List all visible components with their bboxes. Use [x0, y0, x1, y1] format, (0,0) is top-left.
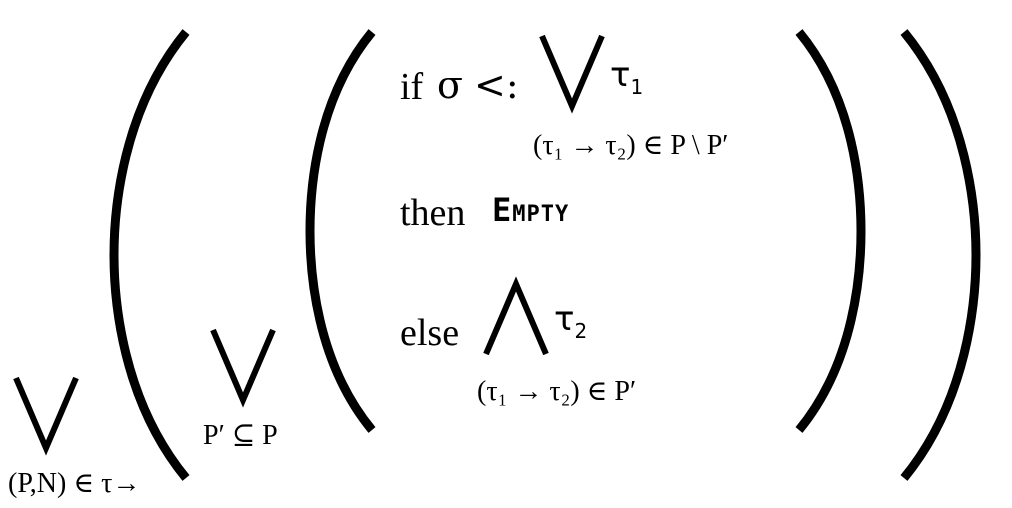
right-paren-icon — [902, 30, 978, 480]
tau2-subscript: 2 — [574, 319, 588, 343]
tau2-letter: τ — [554, 299, 575, 339]
then-keyword: then — [400, 192, 466, 234]
tau2-symbol — [554, 299, 588, 343]
big-or-icon — [540, 34, 604, 110]
big-or-icon — [14, 376, 78, 452]
tau1-letter: τ — [610, 55, 631, 95]
big-or-icon — [211, 328, 275, 404]
right-paren-icon — [797, 30, 863, 432]
else-keyword: else — [400, 312, 460, 354]
tau1-subscript: 1 — [630, 75, 644, 99]
outer-or-index: (P,N) ∈ τ→ — [8, 468, 141, 499]
else-and-index: (τ₁ → τ₂) ∈ P′ — [477, 376, 637, 407]
left-paren-icon — [308, 30, 374, 432]
if-or-index: (τ₁ → τ₂) ∈ P \ P′ — [533, 130, 729, 161]
subtype-operator: <: — [474, 63, 519, 107]
tau1-symbol — [610, 55, 644, 99]
big-and-icon — [484, 282, 548, 356]
middle-or-index: P′ ⊆ P — [203, 420, 278, 451]
sigma-symbol: σ — [437, 63, 463, 107]
empty-label: Empty — [492, 191, 570, 229]
if-keyword: if — [400, 66, 424, 108]
left-paren-icon — [112, 30, 188, 480]
